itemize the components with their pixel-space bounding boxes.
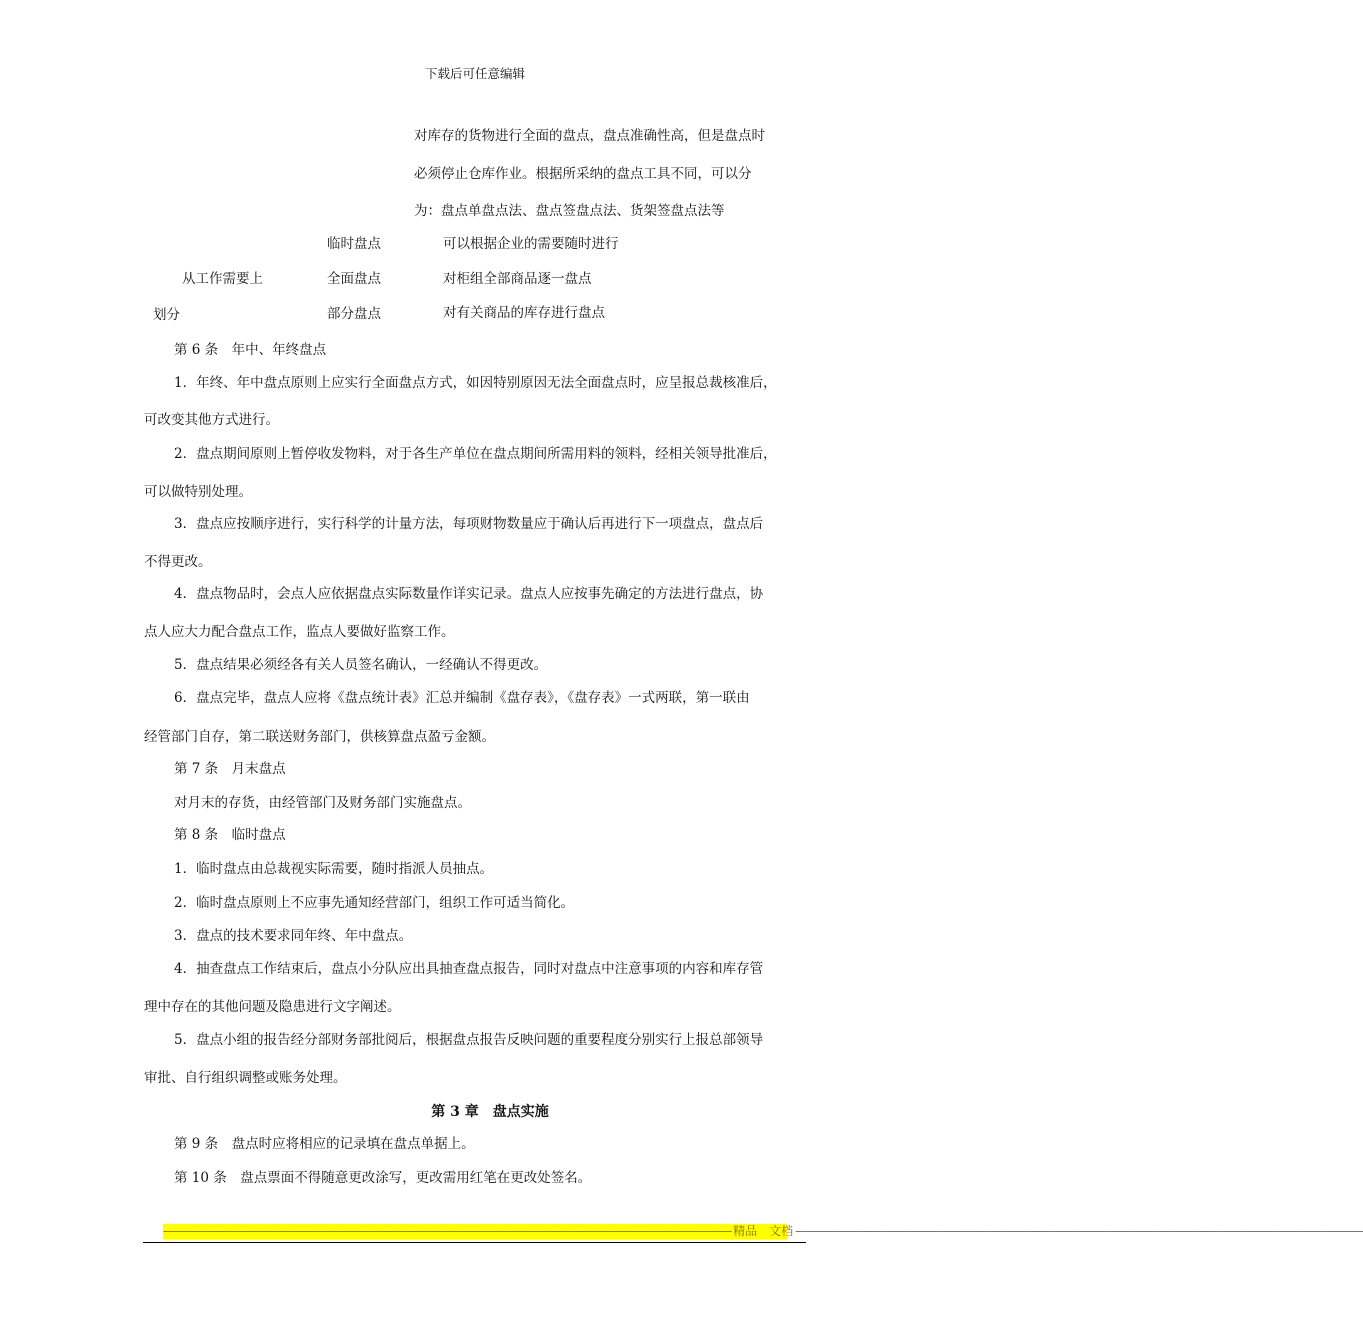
category-label-line2: 划分 <box>153 307 180 323</box>
paragraph-line: 5．盘点结果必须经各有关人员签名确认，一经确认不得更改。 <box>174 657 548 673</box>
article-7-heading: 第 7 条 月末盘点 <box>174 761 286 777</box>
category-label-line1: 从工作需要上 <box>182 271 263 287</box>
paragraph-line: 不得更改。 <box>144 554 212 570</box>
type-full-desc: 对柜组全部商品逐一盘点 <box>443 271 592 287</box>
desc-line-1: 对库存的货物进行全面的盘点，盘点准确性高，但是盘点时 <box>414 128 765 144</box>
paragraph-line: 4．抽查盘点工作结束后，盘点小分队应出具抽查盘点报告，同时对盘点中注意事项的内容和库存管 <box>174 961 764 977</box>
chapter-heading: 第 3 章 盘点实施 <box>431 1104 549 1120</box>
type-temporary-desc: 可以根据企业的需要随时进行 <box>443 236 619 252</box>
type-full: 全面盘点 <box>327 271 381 287</box>
footer-label: 精品 文档 <box>733 1224 794 1238</box>
paragraph-line: 2．临时盘点原则上不应事先通知经营部门，组织工作可适当简化。 <box>174 895 575 911</box>
footer-highlight-bar <box>163 1224 1363 1239</box>
paragraph-line: 经管部门自存，第二联送财务部门，供核算盘点盈亏金额。 <box>144 729 495 745</box>
type-partial-desc: 对有关商品的库存进行盘点 <box>443 305 605 321</box>
paragraph-line: 1．临时盘点由总裁视实际需要，随时指派人员抽点。 <box>174 861 494 877</box>
paragraph-line: 4．盘点物品时，会点人应依据盘点实际数量作详实记录。盘点人应按事先确定的方法进行盘点，协 <box>174 586 764 602</box>
paragraph-line: 5．盘点小组的报告经分部财务部批阅后，根据盘点报告反映问题的重要程度分别实行上报总部领导 <box>174 1032 764 1048</box>
paragraph-line: 点人应大力配合盘点工作，监点人要做好监察工作。 <box>144 624 455 640</box>
footer-dashes-right: ------------------------------------------------------------------------------------------------------------------------------------------------------------------------------------------ <box>795 1224 1363 1238</box>
paragraph-line: 2．盘点期间原则上暂停收发物料，对于各生产单位在盘点期间所需用料的领料，经相关领导批准后， <box>174 446 777 462</box>
desc-line-3: 为：盘点单盘点法、盘点签盘点法、货架签盘点法等 <box>414 203 725 219</box>
footer-rule <box>143 1242 806 1243</box>
type-partial: 部分盘点 <box>327 306 381 322</box>
article-8-heading: 第 8 条 临时盘点 <box>174 827 286 843</box>
paragraph-line: 可以做特别处理。 <box>144 484 252 500</box>
type-temporary: 临时盘点 <box>327 236 381 252</box>
article-10: 第 10 条 盘点票面不得随意更改涂写，更改需用红笔在更改处签名。 <box>174 1170 592 1186</box>
paragraph-line: 可改变其他方式进行。 <box>144 412 279 428</box>
footer-dashes-left: ------------------------------------------------------------------------------------------------------------------------------------------------------------------------------------------ <box>163 1224 732 1238</box>
paragraph-line: 理中存在的其他问题及隐患进行文字阐述。 <box>144 999 401 1015</box>
paragraph-line: 审批、自行组织调整或账务处理。 <box>144 1070 347 1086</box>
page-header: 下载后可任意编辑 <box>424 66 525 81</box>
paragraph-line: 对月末的存货，由经管部门及财务部门实施盘点。 <box>174 795 471 811</box>
article-6-heading: 第 6 条 年中、年终盘点 <box>174 342 327 358</box>
paragraph-line: 3．盘点的技术要求同年终、年中盘点。 <box>174 928 413 944</box>
article-9: 第 9 条 盘点时应将相应的记录填在盘点单据上。 <box>174 1136 475 1152</box>
paragraph-line: 3．盘点应按顺序进行，实行科学的计量方法，每项财物数量应于确认后再进行下一项盘点，盘点后 <box>174 516 764 532</box>
paragraph-line: 6．盘点完毕，盘点人应将《盘点统计表》汇总并编制《盘存表》，《盘存表》一式两联，第一联由 <box>174 690 750 706</box>
desc-line-2: 必须停止仓库作业。根据所采纳的盘点工具不同，可以分 <box>414 166 752 182</box>
paragraph-line: 1．年终、年中盘点原则上应实行全面盘点方式，如因特别原因无法全面盘点时，应呈报总裁核准后， <box>174 375 777 391</box>
